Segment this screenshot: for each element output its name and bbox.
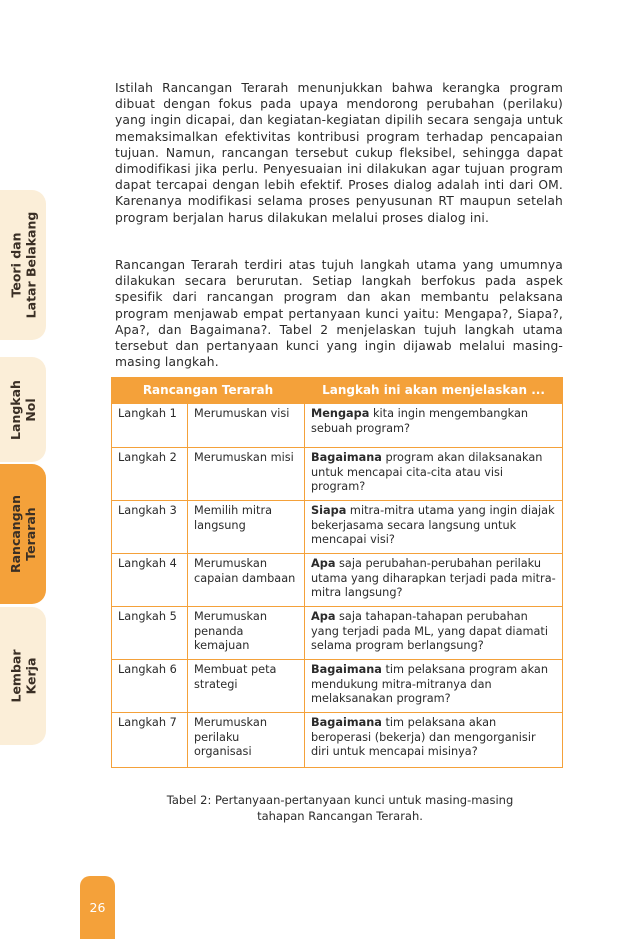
key-word: Bagaimana (311, 451, 382, 464)
question-cell (305, 607, 563, 660)
table-row (112, 607, 563, 660)
question-cell (305, 501, 563, 554)
sidebar-tab-teori[interactable] (0, 190, 46, 340)
question-cell (305, 404, 563, 448)
step-cell: Langkah 1 (112, 404, 188, 448)
table-header-penjelasan: Langkah ini akan menjelaskan ... (305, 378, 563, 404)
steps-table (111, 377, 563, 768)
body-paragraph-1: Istilah Rancangan Terarah menunjukkan bahwa kerangka program dibuat dengan fokus pada upaya mendorong perubahan (perilaku) yang ingin dicapai, dan kegiatan-kegiatan dipilih secara sengaja untuk memaksimalkan efektivitas kontribusi program terhadap pencapaian tujuan. Namun, rancangan tersebut cukup fleksibel, sehingga dapat dimodifikasi jika perlu. Penyesuaian ini dilakukan agar tujuan program dapat tercapai dengan lebih efektif. Proses dialog adalah inti dari OM. Karenanya modifikasi selama proses penyusunan RT maupun setelah program berjalan harus dilakukan melalui proses dialog ini. (115, 81, 563, 225)
action-cell: Membuat peta strategi (188, 660, 305, 713)
sidebar-tab-label: Rancangan Terarah (8, 495, 38, 573)
action-cell: Merumuskan penanda kemajuan (188, 607, 305, 660)
sidebar-tab-label: Teori dan Latar Belakang (8, 211, 38, 319)
table-row (112, 660, 563, 713)
question-cell (305, 448, 563, 501)
table-row (112, 448, 563, 501)
step-cell: Langkah 2 (112, 448, 188, 501)
sidebar-tab-langkah-nol[interactable] (0, 357, 46, 462)
question-text: saja perubahan-perubahan perilaku utama yang diharapkan terjadi pada mitra-mitra langsung? (311, 557, 556, 600)
table-row (112, 501, 563, 554)
action-cell: Merumuskan misi (188, 448, 305, 501)
key-word: Apa (311, 610, 336, 623)
key-word: Bagaimana (311, 663, 382, 676)
question-text: tim pelaksana program akan mendukung mitra-mitranya dan melaksanakan program? (311, 663, 549, 706)
question-text: saja tahapan-tahapan perubahan yang terjadi pada ML, yang dapat diamati selama program berlangsung? (311, 610, 548, 653)
body-paragraph-2: Rancangan Terarah terdiri atas tujuh langkah utama yang umumnya dilakukan secara berurutan. Setiap langkah berfokus pada aspek spesifik dari rancangan program dan akan membantu pelaksana program menjawab empat pertanyaan kunci yaitu: Mengapa?, Siapa?, Apa?, dan Bagaimana?. Tabel 2 menjelaskan tujuh langkah utama tersebut dan pertanyaan kunci yang ingin dijawab melalui masing-masing langkah. (115, 258, 563, 370)
question-text: program akan dilaksanakan untuk mencapai cita-cita atau visi program? (311, 451, 543, 494)
step-cell: Langkah 5 (112, 607, 188, 660)
table-row (112, 554, 563, 607)
key-word: Apa (311, 557, 336, 570)
key-word: Bagaimana (311, 716, 382, 729)
page-number: 26 (80, 876, 115, 939)
question-cell (305, 660, 563, 713)
sidebar-tab-lembar-kerja[interactable] (0, 607, 46, 745)
key-word: Siapa (311, 504, 347, 517)
sidebar-tab-label: Lembar Kerja (8, 649, 39, 703)
table-row (112, 713, 563, 768)
step-cell: Langkah 3 (112, 501, 188, 554)
caption-line-2: tahapan Rancangan Terarah. (257, 808, 423, 823)
action-cell: Memilih mitra langsung (188, 501, 305, 554)
step-cell: Langkah 6 (112, 660, 188, 713)
table-header-row (112, 378, 563, 404)
action-cell: Merumuskan perilaku organisasi (188, 713, 305, 768)
sidebar-tab-rancangan-terarah[interactable] (0, 464, 46, 604)
step-cell: Langkah 4 (112, 554, 188, 607)
action-cell: Merumuskan visi (188, 404, 305, 448)
step-cell: Langkah 7 (112, 713, 188, 768)
question-text: mitra-mitra utama yang ingin diajak bekerjasama secara langsung untuk mencapai visi? (311, 504, 555, 547)
table-caption (150, 793, 530, 824)
question-cell (305, 713, 563, 768)
question-text: tim pelaksana akan beroperasi (bekerja) dan mengorganisir diri untuk mencapai misinya? (311, 716, 536, 759)
question-cell (305, 554, 563, 607)
question-text: kita ingin mengembangkan sebuah program? (311, 407, 529, 435)
table-row (112, 404, 563, 448)
caption-line-1: Tabel 2: Pertanyaan-pertanyaan kunci untuk masing-masing (166, 793, 514, 807)
key-word: Mengapa (311, 407, 370, 420)
table-header-rancangan: Rancangan Terarah (112, 378, 305, 404)
sidebar-tab-label: Langkah Nol (8, 379, 38, 440)
action-cell: Merumuskan capaian dambaan (188, 554, 305, 607)
